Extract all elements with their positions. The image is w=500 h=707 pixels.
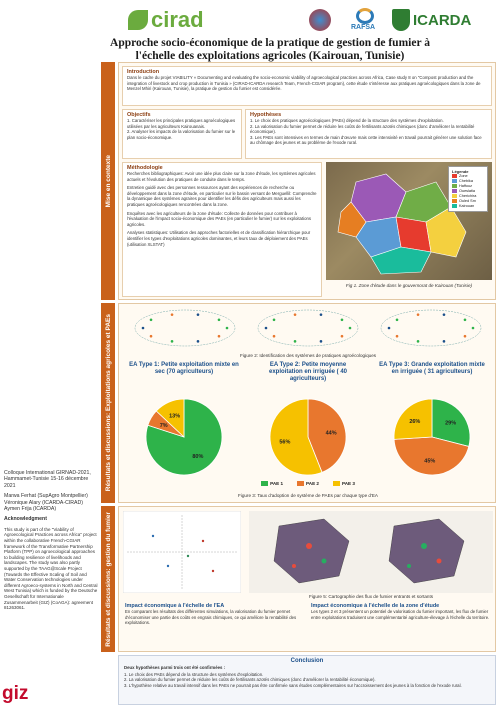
objectives-title: Objectifs bbox=[127, 112, 151, 118]
legend-item: Ouled Sm bbox=[452, 199, 484, 203]
chart-title: EA Type 2: Petite moyenne exploitation en irriguée ( 40 agriculteurs) bbox=[268, 362, 348, 382]
rafsa-logo-text: RAFSA bbox=[351, 24, 376, 31]
pie-data-label: 26% bbox=[409, 418, 421, 425]
author: Véronique Alary (ICARDA-CIRAD) bbox=[4, 499, 83, 506]
pie-data-label: 29% bbox=[445, 420, 457, 427]
cirad-logo-text: cirad bbox=[151, 7, 204, 32]
globe-icon bbox=[309, 9, 331, 31]
section-label-context: Mise en contexte bbox=[101, 62, 115, 300]
legend-item: Cherichira bbox=[452, 194, 484, 198]
pie-data-label: 13% bbox=[169, 413, 181, 420]
legend-item: PAE 2 bbox=[297, 481, 319, 486]
impact-title: Impact économique à l'échelle de l'EA bbox=[125, 603, 225, 609]
cirad-logo bbox=[128, 6, 210, 34]
figure5-caption: Figure 5: Cartographie des flux de fumier entrants et sortants bbox=[308, 594, 434, 599]
figure2-caption: Figure 2: Identification des systèmes de pratiques agroécologiques bbox=[239, 353, 377, 358]
legend-item: Kairouan bbox=[452, 204, 484, 208]
introduction-text: Dans le cadre du projet VIABILITY « Documenting and evaluating the socio-economic viability of agroecological practices across Africa, Case study 8 on "Compost production and the integration of livestock and crop production in Tunisia » (CIRAD-ICARDA research Team, French-CGIAR program), cette étude s'intéresse aux pratiques agroécologiques dans la zone de Menzel Mhiri (Kairouan, Tunisie), la pratique de gestion du fumier est considérée. bbox=[127, 75, 481, 92]
hypothesis-item: 3. Les PAEs sont intensives en termes de main d'œuvre mais cette intensivité en travail pourrait générer une solution face au chômage des jeunes et au problème de l'exode rural. bbox=[250, 134, 482, 146]
impact-block bbox=[125, 603, 303, 626]
legend-item: PAE 3 bbox=[333, 481, 355, 486]
conference-info: Colloque International GIRNAD-2021, Hammamet-Tunisie 15-16 décembre 2021 bbox=[4, 470, 91, 489]
section-label-results-farms: Résultats et discussions: Exploitations agricoles et PAEs bbox=[101, 303, 115, 503]
methodology-item: Entretien guidé avec des personnes ressources ayant des expériences de recherche ou développement dans la zone d'étude, en particulier sur le bassin versant de Merguellil: Comprendre la dynamique des systèmes agraires pour identifier les défis des agriculteurs mais aussi les pratiques agroécologiques rencontrées dans la zone. bbox=[127, 185, 317, 207]
section-label-manure: Résultats et discussions: gestion du fumier bbox=[101, 506, 115, 652]
icarda-logo-text: ICARDA bbox=[413, 11, 472, 29]
leaf-icon bbox=[128, 10, 148, 30]
conclusion-title: Conclusion bbox=[290, 658, 324, 664]
conclusion-intro: Deux hypothèses parmi trois ont été confirmées : bbox=[124, 665, 226, 670]
hypotheses-box bbox=[245, 109, 492, 159]
conclusion-item: 1. Le choix des PAEs dépend de la structure des systèmes d'exploitation. bbox=[124, 671, 264, 677]
impact-title: Impact économique à l'échelle de la zone d'étude bbox=[311, 603, 440, 609]
pae-systems-diagram bbox=[123, 306, 493, 350]
introduction-box bbox=[122, 66, 492, 106]
shield-icon bbox=[392, 9, 410, 31]
methodology-title: Méthodologie bbox=[127, 165, 163, 171]
pie-data-label: 44% bbox=[325, 430, 337, 437]
author: Aymen Frija (ICARDA) bbox=[4, 506, 57, 513]
acknowledgment-text: This study is part of the "Viability of Agroecological Practices across Africa" project within the collaborative French-CGIAR framework of the Transformative Partnership Platform (TPP) on agroecological approaches to building resilience of livelihoods and landscapes. The study was also partly supported by the TAAG@Scale Project (Towards the Effective Scaling of Soil and Water Conservation technologies under different Agroeco-systems in North and Central West Tunisia) which is funded by the Deutsche Gesellschaft für Internationale Zusammenarbeit (GIZ) (CoAGA): agreement 81263061. bbox=[4, 526, 98, 611]
figure3-caption: Figure 3: Taux d'adoption de système de PAEs par chaque type d'EA bbox=[238, 493, 378, 498]
impact-text: Les types 2 et 3 présentent un potentiel de valorisation du fumier important, les flux de fumier entre exploitations traduisent une complémentarité agriculture-élevage à l'échelle du territoire. bbox=[311, 609, 490, 620]
hypothesis-item: 2. La valorisation du fumier permet de réduire les coûts de fertilisants azotés chimiques (donc d'améliorer la rentabilité économique). bbox=[250, 123, 475, 135]
map-legend bbox=[448, 166, 488, 212]
conclusion-item: 2. La valorisation du fumier permet de réduire les coûts de fertilisants azotés chimiques (donc d'améliorer la rentabilité économique). bbox=[124, 677, 376, 683]
objective-item: 1. Caractériser les principales pratiques agroécologiques utilisées par les agriculteurs Kairouanais. bbox=[127, 118, 236, 129]
partner-logo bbox=[300, 6, 340, 34]
context-panel bbox=[118, 62, 496, 300]
legend-item: Oueslatia bbox=[452, 189, 484, 193]
pie-data-label: 80% bbox=[192, 454, 204, 461]
impact-block bbox=[311, 603, 493, 620]
results-farms-panel bbox=[118, 303, 496, 503]
sidebar bbox=[0, 470, 98, 680]
legend-title: Légende bbox=[452, 169, 469, 174]
methodology-box bbox=[122, 162, 322, 297]
pie-data-label: 7% bbox=[159, 423, 168, 430]
giz-logo: giz bbox=[2, 683, 29, 704]
author: Marwa Ferhat (SupAgro Montpellier) bbox=[4, 493, 88, 500]
sun-icon bbox=[356, 8, 374, 24]
chart-title: EA Type 1: Petite exploitation mixte en sec (70 agriculteurs) bbox=[129, 362, 239, 375]
legend-item: PAE 1 bbox=[261, 481, 283, 486]
objectives-box bbox=[122, 109, 242, 159]
study-area-map bbox=[326, 162, 492, 280]
acknowledgment-title: Acknowledgment bbox=[4, 516, 47, 523]
conclusion-box bbox=[118, 655, 496, 705]
conclusion-item: 3. L'hypothèse relative au travail intensif dans les PAEs ne pourrait pas être confirmée sans études complémentaires sur l'accroissement des jeunes à la fonction de l'exode rural. bbox=[124, 682, 462, 688]
introduction-title: Introduction bbox=[127, 69, 160, 75]
chart-title: EA Type 3: Grande exploitation mixte en irriguée ( 31 agriculteurs) bbox=[379, 362, 485, 375]
impact-text: En comparant les résultats des différentes simulations, la valorisation du fumier permet d'économiser une partie des coûts en engrais chimiques, ce qui améliore la rentabilité des exploitations. bbox=[125, 609, 297, 626]
icarda-logo bbox=[392, 5, 472, 35]
manure-flow-maps bbox=[249, 511, 493, 593]
rafsa-logo bbox=[348, 6, 384, 34]
map-caption: Fig 1. Zone d'étude dans le gouvernorat de Kairouan (Tunisie) bbox=[345, 283, 473, 288]
hypotheses-title: Hypothèses bbox=[250, 112, 282, 118]
pie-data-label: 45% bbox=[424, 458, 436, 465]
pie-legend bbox=[119, 481, 497, 486]
objective-item: 2. Analyser les impacts de la valorisation du fumier sur le plan socio-économique. bbox=[127, 129, 236, 140]
hypothesis-item: 1. Le choix des pratiques agroécologiques (PAEs) dépend de la structure des systèmes d'exploitation. bbox=[250, 118, 444, 123]
poster-title: Approche socio-économique de la pratique de gestion de fumier à l'échelle des exploitations agricoles (Kairouan, Tunisie) bbox=[110, 37, 430, 62]
pie-data-label: 56% bbox=[279, 439, 291, 446]
methodology-item: Enquêtes avec les agriculteurs de la zone d'étude: Collecte de données pour contribuer à l'évaluation de l'impact socio-économique des PAEs (en particulier le fumier) sur les exploitations agricoles. bbox=[127, 210, 312, 227]
legend-item: Haffouz bbox=[452, 184, 484, 188]
factorial-plot bbox=[123, 511, 241, 593]
methodology-item: Analyses statistiques: Utilisation des approches factorielles et de classification hiérarchique pour identifier les types d'exploitations agricoles dominantes, et leurs taux de déploiement des PAEs (utilisation XLSTAT) bbox=[127, 230, 311, 247]
adoption-pie-charts bbox=[119, 392, 497, 482]
legend-item: Zone bbox=[452, 174, 484, 178]
legend-item: Chebika bbox=[452, 179, 484, 183]
manure-panel bbox=[118, 506, 496, 652]
methodology-item: Recherches bibliographiques: Avoir une idée plus claire sur la zone d'étude, les systèmes agricoles actuels et l'évolution des pratiques de conduite dans le temps. bbox=[127, 171, 316, 182]
